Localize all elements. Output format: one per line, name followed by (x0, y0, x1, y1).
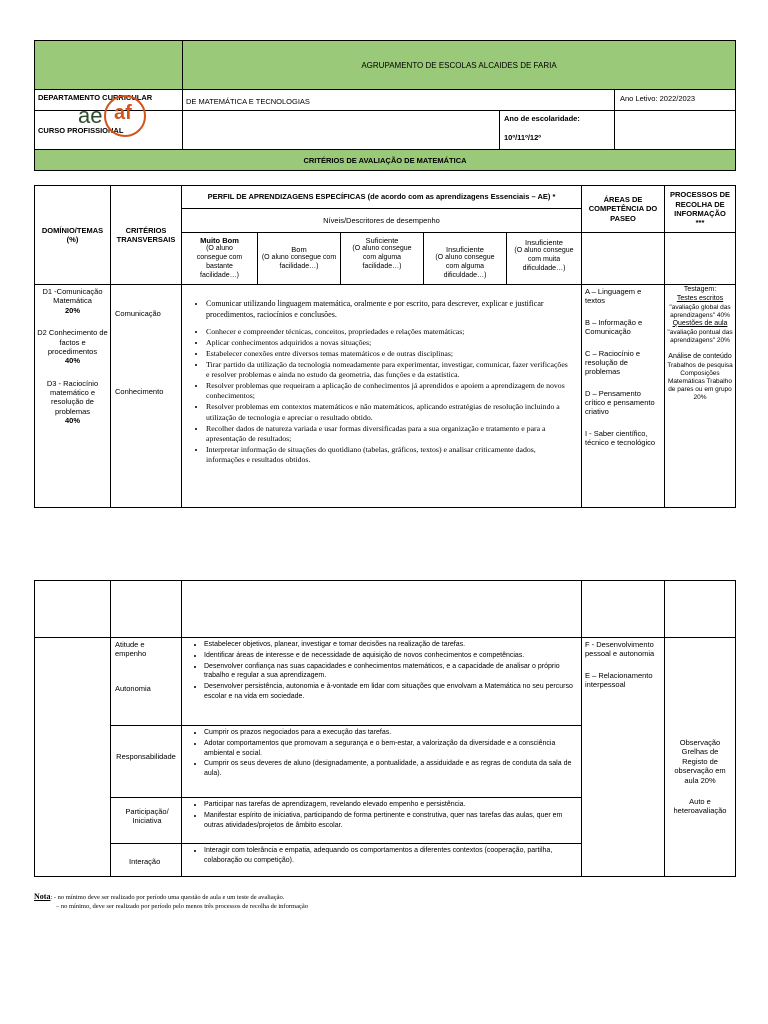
school-name: AGRUPAMENTO DE ESCOLAS ALCAIDES DE FARIA (361, 60, 557, 70)
criteria-title-cell (34, 149, 736, 171)
domain-pct: 20% (64, 305, 80, 315)
domain-name: D3 - Raciocínio matemático e resolução de problemas (46, 378, 99, 416)
t2-empty-perfil (181, 580, 582, 638)
level-desc: (O aluno consegue com alguma facilidade…) (352, 245, 412, 270)
bullet-item: • Interpretar informação de situações do quotidiano (tabelas, gráficos, textos) e analisar criticamente dados, informações e resultados obtidos. (206, 445, 573, 465)
year-label: Ano Letivo: 2022/2023 (620, 94, 696, 103)
questoes-desc: "avaliação pontual das aprendizagens" 20% (667, 328, 733, 344)
level-desc: (O aluno consegue com muita dificuldade…) (514, 247, 574, 272)
level-cell (257, 232, 341, 285)
criterion-label: Conhecimento (115, 387, 164, 396)
testes-escritos-label: Testes escritos (676, 294, 724, 302)
school-year-cell (499, 110, 615, 150)
t2-bullets-participacao (181, 797, 582, 844)
school-year-value: 10º/11º/12º (504, 133, 541, 142)
col-criterios-label: CRITÉRIOS TRANSVERSAIS (116, 225, 176, 244)
notes (34, 892, 734, 912)
t2-bullets-interacao (181, 843, 582, 877)
logo-ae: ae (78, 103, 103, 128)
areas-cell (581, 284, 665, 508)
col-niveis-label: Níveis/Descritores de desempenho (323, 215, 440, 225)
col-niveis-header (181, 208, 582, 233)
criterion-label: Responsabilidade (116, 752, 176, 761)
col-perfil-label: PERFIL DE APRENDIZAGENS ESPECÍFICAS (de acordo com as aprendizagens Essenciais – AE) * (207, 192, 556, 202)
t2-empty-criterios (110, 580, 182, 638)
course-label: CURSO PROFISSIONAL (38, 126, 124, 135)
t2-bullets-responsabilidade (181, 725, 582, 798)
criterion-label: Autonomia (115, 684, 151, 693)
bullet-item: • Comunicar utilizando linguagem matemática, oralmente e por escrito, para descrever, explicar e justificar procedimentos, raciocínios e conclusões. (206, 299, 573, 321)
year-cell (614, 89, 736, 111)
bullet-item: • Tirar partido da utilização da tecnologia nomeadamente para experimentar, investigar, comunicar, fazer verificações e resolver problemas e ainda no estudo da geometria, das funções e da estatística. (206, 360, 573, 380)
criteria-title: CRITÉRIOS DE AVALIAÇÃO DE MATEMÁTICA (303, 155, 467, 165)
bullet-item: • Estabelecer objetivos, planear, investigar e tomar decisões na realização de tarefas. (204, 640, 575, 650)
col-processos-header (664, 185, 736, 233)
t2-dominio-body (34, 637, 111, 877)
testes-desc: "avaliação global das aprendizagens" 40% (669, 303, 731, 319)
department-value: DE MATEMÁTICA E TECNOLOGIAS (186, 97, 310, 106)
analise-label: Análise de conteúdo (668, 352, 732, 360)
criterion-label: Atitude e empenho (115, 640, 147, 659)
t2-criteria-interacao (110, 843, 182, 877)
t2-criteria-participacao (110, 797, 182, 844)
t2-empty-dominio (34, 580, 111, 638)
area-item: D – Pensamento crítico e pensamento criativo (585, 388, 655, 417)
auto-hetero-text: Auto e heteroavaliação (673, 796, 727, 816)
t2-criteria-autonomia (110, 637, 182, 726)
t2-criteria-responsabilidade (110, 725, 182, 798)
bullet-item: • Resolver problemas em contextos matemáticos e não matemáticos, aplicando estratégias de resolução incluindo a utilização de tecnologia e apreciar o resultado obtido. (206, 402, 573, 422)
bullet-item: • Manifestar espírito de iniciativa, participando de forma pertinente e construtiva, quer nas tarefas das aulas, quer em outras atividades/projetos de âmbito escolar. (204, 811, 575, 831)
questoes-label: Questões de aula (672, 319, 728, 327)
level-desc: (O aluno consegue com bastante facilidade…) (196, 245, 243, 279)
header-school-cell (182, 40, 736, 90)
col-areas-header (581, 185, 665, 233)
bullet-item: • Estabelecer conexões entre diversos temas matemáticos e de outras disciplinas; (206, 349, 573, 359)
bullet-item: • Cumprir os seus deveres de aluno (designadamente, a pontualidade, a assiduidade e as regras de conduta da sala de aula). (204, 759, 575, 779)
level-cell (506, 232, 582, 285)
department-value-cell (182, 89, 615, 111)
school-year-label: Ano de escolaridade: (504, 114, 580, 123)
bullet-item: • Cumprir os prazos negociados para a execução das tarefas. (204, 728, 575, 738)
criterion-label: Participação/ Iniciativa (125, 807, 169, 826)
t2-bullets-autonomia (181, 637, 582, 726)
level-desc: (O aluno consegue com alguma dificuldade…) (435, 254, 495, 279)
level-name: Insuficiente (525, 238, 563, 247)
bullets-conhecimento (186, 327, 573, 466)
col-areas-label: ÁREAS DE COMPETÊNCIA DO PASEO (588, 194, 658, 223)
domain-name: D2 Conhecimento de factos e procedimentos (37, 328, 108, 356)
analise-desc: Trabalhos de pesquisa Composições Matemáticas Trabalho de pares ou em grupo 20% (667, 361, 733, 401)
bullet-item: • Aplicar conhecimentos adquiridos a novas situações; (206, 338, 573, 348)
t2-areas-cell (581, 637, 665, 877)
level-cell (340, 232, 424, 285)
t2-processos-cell (664, 637, 736, 877)
bullets-comunicacao (186, 299, 573, 321)
empty-year-cell (614, 110, 736, 150)
domain-name: D1 -Comunicação Matemática (42, 287, 103, 306)
bullet-item: • Conhecer e compreender técnicas, conceitos, propriedades e relações matemáticas; (206, 327, 573, 337)
domains-cell (34, 284, 111, 508)
level-cell (181, 232, 258, 285)
observacao-text: Observação Grelhas de Registo de observação em aula 20% (674, 738, 726, 785)
testagem-label: Testagem: (683, 286, 717, 293)
area-item: I - Saber científico, técnico e tecnológico (585, 428, 656, 448)
logo-af: af (114, 102, 132, 124)
processos-cell (664, 284, 736, 508)
notes-line-2: – no mínimo, deve ser realizado por período pelo menos três processos de recolha de informação (56, 902, 308, 910)
level-name: Bom (291, 245, 307, 254)
bullet-item: • Identificar áreas de interesse e de necessidade de aquisição de novos conhecimentos e competências. (204, 651, 575, 661)
criterion-label: Comunicação (115, 309, 161, 318)
bullet-item: • Desenvolver persistência, autonomia e à-vontade em lidar com situações que envolvam a Matemática no seu percurso escolar e na vida em sociedade. (204, 682, 575, 702)
area-item: C – Raciocínio e resolução de problemas (585, 348, 641, 377)
level-name: Insuficiente (446, 245, 484, 254)
bullet-item: • Recolher dados de natureza variada e usar formas diversificadas para a sua organização e tratamento e para a apresentação de resultados; (206, 424, 573, 444)
course-value-cell (182, 110, 500, 150)
area-item: E – Relacionamento interpessoal (585, 670, 653, 690)
level-name: Suficiente (365, 236, 399, 245)
area-item: B – Informação e Comunicação (585, 317, 643, 337)
level-name: Muito Bom (200, 236, 239, 245)
level-cell (423, 232, 507, 285)
area-item: F - Desenvolvimento pessoal e autonomia (585, 640, 655, 659)
col-dominio-header (34, 185, 111, 285)
bullet-item: • Desenvolver confiança nas suas capacidades e conhecimentos matemáticos, e a capacidade de analisar o próprio trabalho e regular a sua aprendizagem. (204, 662, 575, 682)
bullet-item: • Resolver problemas que requeiram a aplicação de conhecimentos já aprendidos e apoiem a aprendizagem de novos conhecimentos; (206, 381, 573, 401)
t2-empty-areas (581, 580, 665, 638)
criterion-label: Interação (129, 857, 161, 866)
t2-empty-processos (664, 580, 736, 638)
level-desc: (O aluno consegue com facilidade…) (261, 254, 337, 271)
criteria-cell (110, 284, 182, 508)
domain-pct: 40% (64, 416, 80, 426)
col-processos-empty (664, 232, 736, 285)
header-logo-cell (34, 40, 183, 90)
department-label: DEPARTAMENTO CURRICULAR (38, 93, 153, 102)
col-perfil-header (181, 185, 582, 209)
col-dominio-label: DOMÍNIO/TEMAS (%) (41, 225, 104, 244)
bullet-item: • Interagir com tolerância e empatia, adequando os comportamentos a diferentes contextos (cooperação, partilha, colaboração ou competição). (204, 846, 575, 866)
col-criterios-header (110, 185, 182, 285)
col-areas-empty (581, 232, 665, 285)
notes-label: Nota (34, 892, 51, 901)
notes-line-1: : - no mínimo deve ser realizado por período uma questão de aula e um teste de avaliação. (50, 894, 285, 901)
bullet-item: • Adotar comportamentos que promovam a segurança e o bem-estar, a valorização da diversidade e a consciência ambiental e social. (204, 739, 575, 759)
perfil-cell (181, 284, 582, 508)
area-item: A – Linguagem e textos (585, 287, 642, 306)
col-processos-label: PROCESSOS DE RECOLHA DE INFORMAÇÃO *** (669, 190, 730, 228)
domain-pct: 40% (64, 356, 80, 366)
bullet-item: • Participar nas tarefas de aprendizagem, revelando elevado empenho e persistência. (204, 800, 575, 810)
